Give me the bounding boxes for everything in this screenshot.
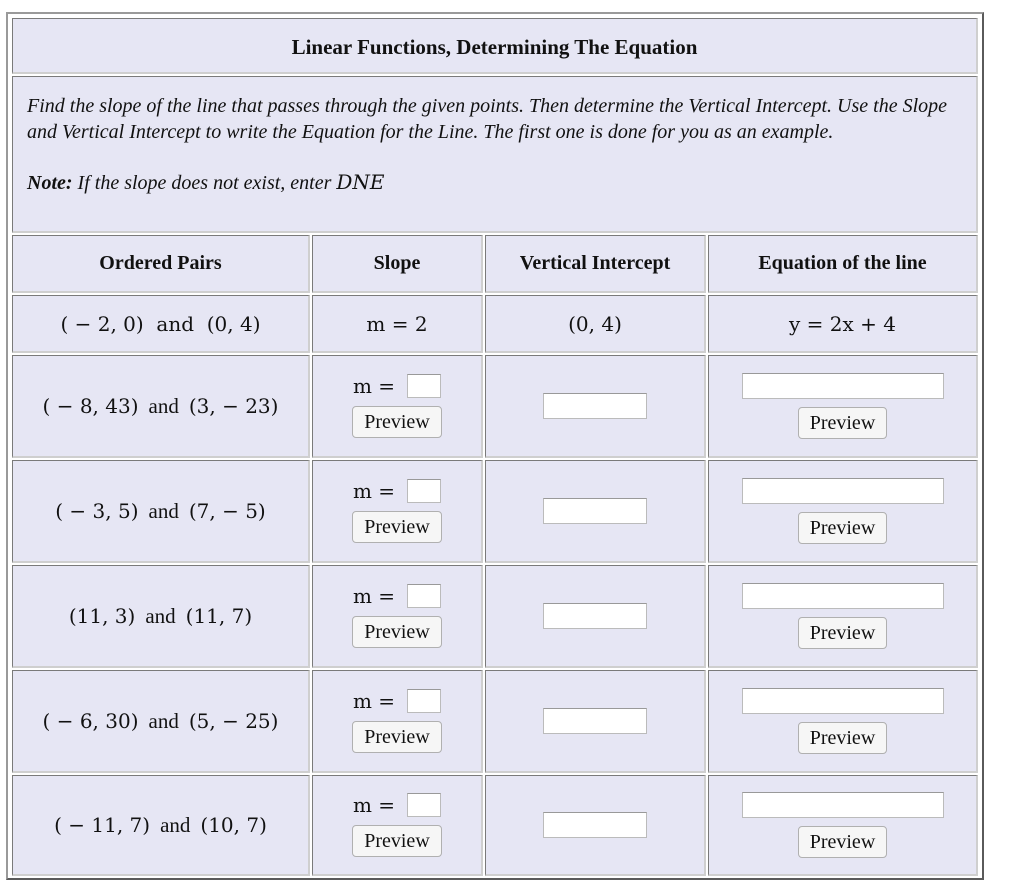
row-2-equation-input[interactable]: [742, 478, 944, 504]
row-5-slope-preview-button[interactable]: Preview: [352, 825, 442, 857]
row-4-intercept-input[interactable]: [543, 708, 647, 734]
row-5-intercept-cell: [485, 775, 706, 876]
row-2-point-b: (7, − 5): [188, 499, 266, 523]
row-5-pairs: [12, 775, 310, 876]
example-intercept: (0, 4): [485, 295, 706, 353]
example-slope: m = 2: [312, 295, 483, 353]
row-4-equation-preview-button[interactable]: Preview: [798, 722, 888, 754]
row-3-slope-cell: [312, 565, 483, 668]
row-4-point-b: (5, − 25): [188, 709, 279, 733]
row-3-equation-preview-button[interactable]: Preview: [798, 617, 888, 649]
row-2-slope-preview-button[interactable]: Preview: [352, 511, 442, 543]
row-2-pairs: [12, 460, 310, 563]
row-2-and: and: [148, 498, 179, 523]
row-4-slope-input[interactable]: [407, 689, 441, 713]
row-5-intercept-input[interactable]: [543, 812, 647, 838]
row-2-slope-input[interactable]: [407, 479, 441, 503]
instructions-text: Find the slope of the line that passes through the given points. Then determine the Vertical Intercept. Use the Slope and Vertical Intercept to write the Equation for the Line. The first one is done for you as an example.: [27, 95, 948, 143]
instructions-panel: [12, 76, 978, 233]
row-3-equation-input[interactable]: [742, 583, 944, 609]
row-2-intercept-input[interactable]: [543, 498, 647, 524]
note-body: If the slope does not exist, enter: [77, 172, 332, 194]
header-ordered-pairs: Ordered Pairs: [12, 235, 310, 293]
row-3-point-b: (11, 7): [185, 604, 253, 628]
row-5-slope-input[interactable]: [407, 793, 441, 817]
row-5-and: and: [160, 812, 191, 837]
row-3-intercept-cell: [485, 565, 706, 668]
worksheet-title: Linear Functions, Determining The Equation: [12, 18, 978, 74]
row-5-equation-cell: [708, 775, 978, 876]
row-3-point-a: (11, 3): [68, 604, 136, 628]
header-vertical-intercept: Vertical Intercept: [485, 235, 706, 293]
note-label: Note:: [27, 172, 73, 194]
row-1-and: and: [148, 393, 179, 418]
row-4-m-label: m =: [352, 689, 396, 713]
dne-label: DNE: [336, 170, 385, 194]
row-5-equation-input[interactable]: [742, 792, 944, 818]
row-1-point-a: ( − 8, 43): [42, 394, 139, 418]
header-slope: Slope: [312, 235, 483, 293]
row-1-slope-input[interactable]: [407, 374, 441, 398]
row-2-equation-cell: [708, 460, 978, 563]
row-4-equation-input[interactable]: [742, 688, 944, 714]
row-5-point-a: ( − 11, 7): [54, 813, 151, 837]
row-5-m-label: m =: [352, 793, 396, 817]
row-1-equation-cell: [708, 355, 978, 458]
example-pairs: ( − 2, 0) and (0, 4): [12, 295, 310, 353]
row-4-equation-cell: [708, 670, 978, 773]
row-5-point-b: (10, 7): [200, 813, 267, 837]
row-4-slope-cell: [312, 670, 483, 773]
row-5-equation-preview-button[interactable]: Preview: [798, 826, 888, 858]
row-2-m-label: m =: [352, 479, 396, 503]
row-4-pairs: [12, 670, 310, 773]
row-1-slope-cell: [312, 355, 483, 458]
row-2-point-a: ( − 3, 5): [55, 499, 139, 523]
row-1-equation-preview-button[interactable]: Preview: [798, 407, 888, 439]
row-1-pairs: [12, 355, 310, 458]
worksheet-frame: [6, 12, 984, 880]
note-text: [27, 169, 960, 196]
row-4-and: and: [148, 708, 179, 733]
row-3-m-label: m =: [352, 584, 396, 608]
row-4-point-a: ( − 6, 30): [42, 709, 139, 733]
row-2-equation-preview-button[interactable]: Preview: [798, 512, 888, 544]
row-2-slope-cell: [312, 460, 483, 563]
example-equation: y = 2x + 4: [708, 295, 978, 353]
row-1-intercept-input[interactable]: [543, 393, 647, 419]
row-3-intercept-input[interactable]: [543, 603, 647, 629]
row-3-and: and: [145, 603, 176, 628]
row-4-intercept-cell: [485, 670, 706, 773]
row-3-pairs: [12, 565, 310, 668]
row-5-slope-cell: [312, 775, 483, 876]
row-3-slope-input[interactable]: [407, 584, 441, 608]
header-equation: Equation of the line: [708, 235, 978, 293]
row-1-equation-input[interactable]: [742, 373, 944, 399]
row-4-slope-preview-button[interactable]: Preview: [352, 721, 442, 753]
row-2-intercept-cell: [485, 460, 706, 563]
row-1-slope-preview-button[interactable]: Preview: [352, 406, 442, 438]
row-1-m-label: m =: [352, 374, 396, 398]
row-3-equation-cell: [708, 565, 978, 668]
row-1-point-b: (3, − 23): [188, 394, 279, 418]
row-1-intercept-cell: [485, 355, 706, 458]
row-3-slope-preview-button[interactable]: Preview: [352, 616, 442, 648]
